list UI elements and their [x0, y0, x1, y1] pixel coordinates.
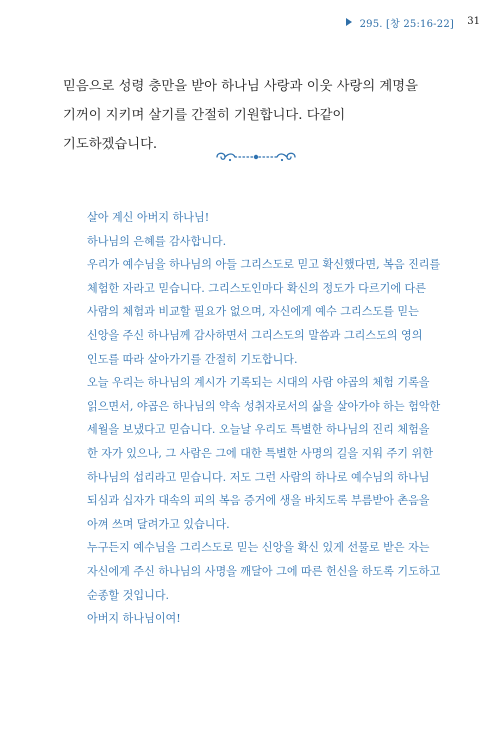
- prayer-paragraph: 우리가 예수님을 하나님의 아들 그리스도로 믿고 확신했다면, 복음 진리를 체험한 자라고 믿습니다. 그리스도인마다 확신의 정도가 다르기에 다른 사람의 체험과 비교할 필요가 없으며, 자신에게 예수 그리스도를 믿는 신앙을 주신 하나님께 감사하면서 그리스도의 말씀과 그리스도의 영의 인도를 따라 살아가기를 간절히 기도합니다.: [87, 258, 441, 366]
- page-number: 31: [467, 16, 480, 27]
- running-header: [346, 14, 480, 30]
- scripture-reference: 295. [창 25:16-22]: [359, 18, 454, 30]
- prayer-paragraph: 아버지 하나님이여!: [87, 612, 181, 626]
- intro-text: 믿음으로 성령 충만을 받아 하나님 사랑과 이웃 사랑의 계명을 기꺼이 지키며 살기를 간절히 기원합니다. 다같이 기도하겠습니다.: [63, 79, 418, 152]
- prayer-paragraph: 살아 계신 아버지 하나님!: [87, 211, 210, 224]
- prayer-paragraph: 하나님의 은혜를 감사합니다.: [87, 234, 227, 248]
- intro-paragraph: [63, 72, 443, 159]
- prayer-body: [87, 206, 442, 631]
- triangle-marker-icon: [346, 18, 352, 26]
- prayer-paragraph: 오늘 우리는 하나님의 계시가 기록되는 시대의 사람 야곱의 체험 기록을 읽으면서, 야곱은 하나님의 약속 성취자로서의 삶을 살아가야 하는 험악한 세월을 보냈다고 믿습니다. 오늘날 우리도 특별한 하나님의 진리 체험을 한 자가 있으나, 그 사람은 그에 대한 특별한 사명의 길을 지워 주기 위한 하나님의 섭리라고 믿습니다. 저도 그런 사람의 하나로 예수님의 하나님 되심과 십자가 대속의 피의 복음 증거에 생을 바치도록 부름받아 촌음을 아껴 쓰며 달려가고 있습니다.: [87, 376, 441, 531]
- prayer-paragraph: 누구든지 예수님을 그리스도로 믿는 신앙을 확신 있게 선물로 받은 자는 자신에게 주신 하나님의 사명을 깨달아 그에 따른 헌신을 하도록 기도하고 순종할 것입니다.: [87, 541, 441, 602]
- vine-ornament-icon: [213, 149, 299, 165]
